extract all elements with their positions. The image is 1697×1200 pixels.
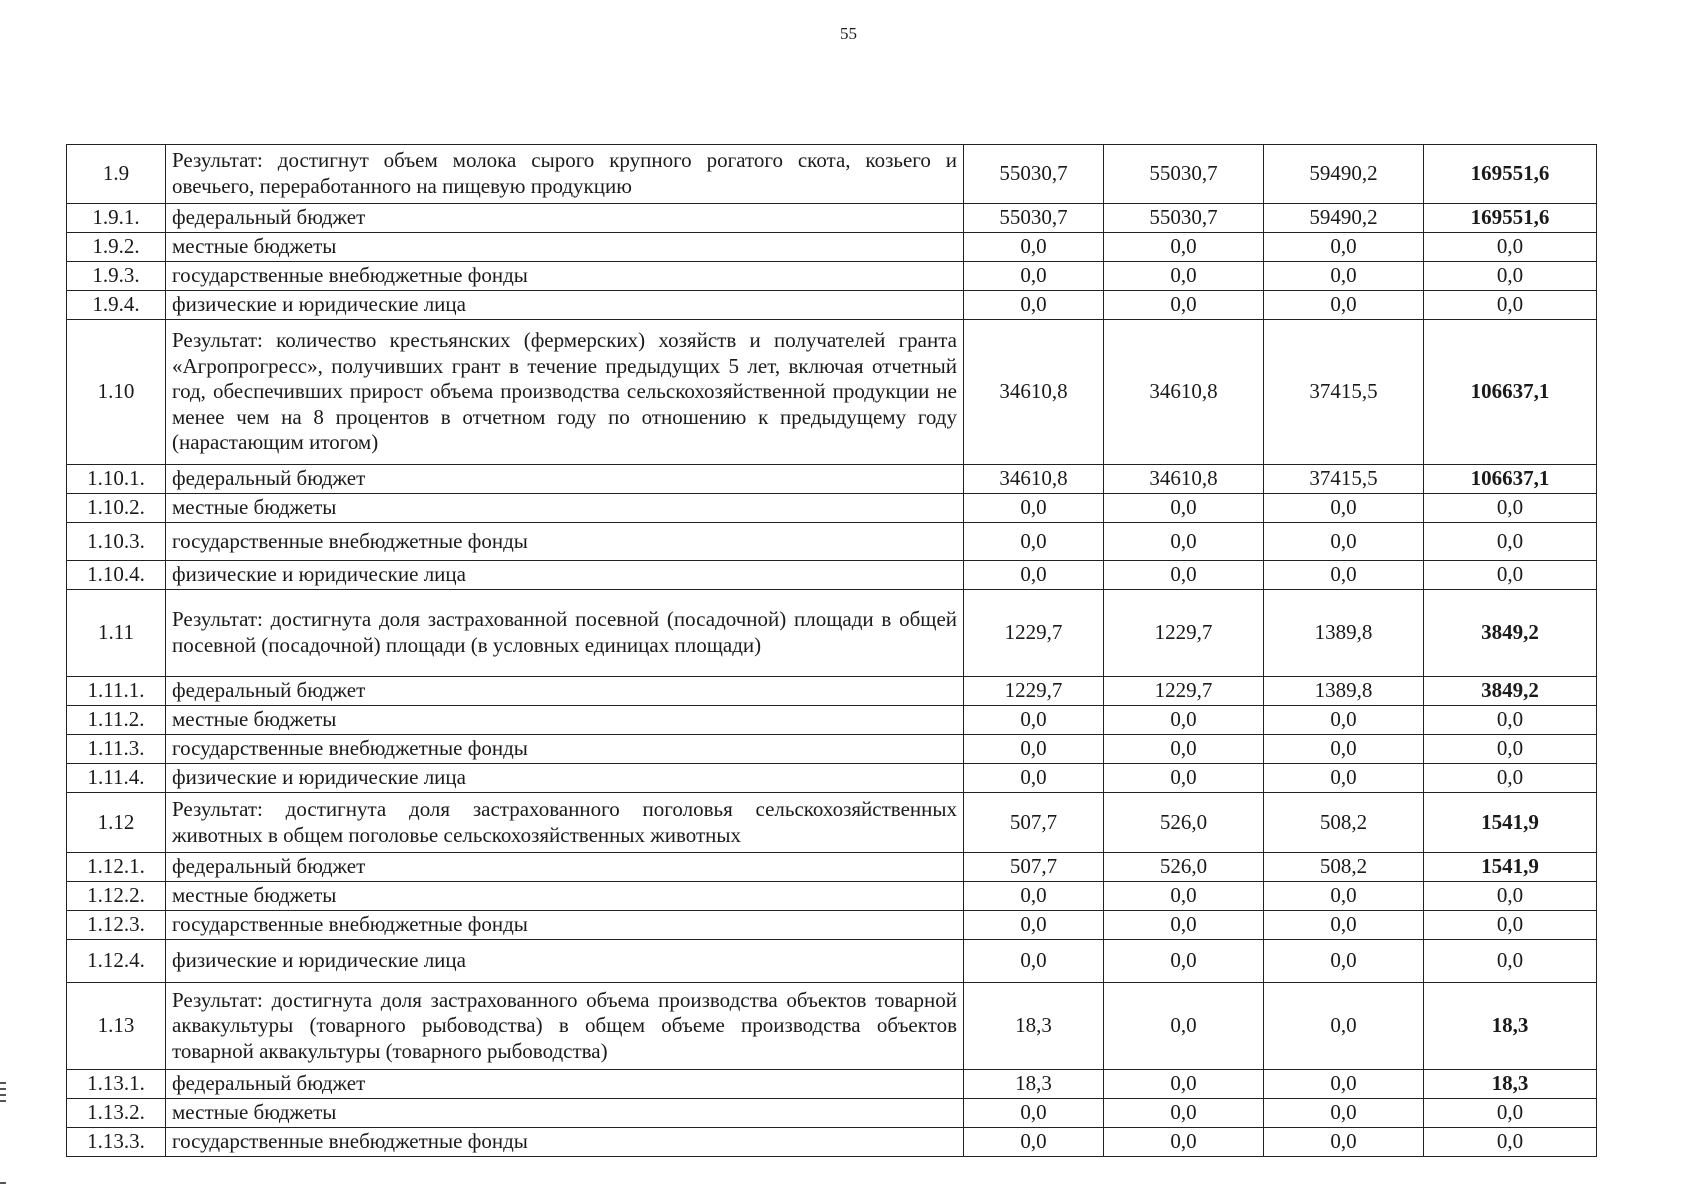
value-year-2: 1229,7 xyxy=(1104,677,1264,706)
value-year-1: 55030,7 xyxy=(964,204,1104,233)
value-year-1: 0,0 xyxy=(964,882,1104,911)
value-total: 0,0 xyxy=(1424,1128,1597,1157)
value-year-1: 0,0 xyxy=(964,1128,1104,1157)
value-year-2: 0,0 xyxy=(1104,1070,1264,1099)
value-year-3: 1389,8 xyxy=(1264,590,1424,677)
row-description: физические и юридические лица xyxy=(166,561,964,590)
value-year-2: 0,0 xyxy=(1104,523,1264,561)
value-year-1: 34610,8 xyxy=(964,465,1104,494)
row-description: государственные внебюджетные фонды xyxy=(166,911,964,940)
table-row xyxy=(67,204,1597,233)
row-code: 1.13 xyxy=(67,983,166,1070)
row-code: 1.10.1. xyxy=(67,465,166,494)
row-code: 1.12.4. xyxy=(67,940,166,983)
row-code: 1.13.2. xyxy=(67,1099,166,1128)
value-year-1: 0,0 xyxy=(964,561,1104,590)
value-year-1: 18,3 xyxy=(964,1070,1104,1099)
row-description: государственные внебюджетные фонды xyxy=(166,262,964,291)
table-row xyxy=(67,911,1597,940)
value-total: 0,0 xyxy=(1424,523,1597,561)
row-code: 1.10 xyxy=(67,320,166,465)
table-row xyxy=(67,940,1597,983)
row-code: 1.11.1. xyxy=(67,677,166,706)
row-description: федеральный бюджет xyxy=(166,204,964,233)
value-year-1: 0,0 xyxy=(964,291,1104,320)
value-year-2: 0,0 xyxy=(1104,706,1264,735)
row-code: 1.9.1. xyxy=(67,204,166,233)
table-row xyxy=(67,262,1597,291)
value-year-3: 0,0 xyxy=(1264,523,1424,561)
row-description: федеральный бюджет xyxy=(166,677,964,706)
table-row xyxy=(67,764,1597,793)
scan-margin-dot xyxy=(0,1182,6,1184)
table-row xyxy=(67,465,1597,494)
row-code: 1.12.2. xyxy=(67,882,166,911)
row-code: 1.9.4. xyxy=(67,291,166,320)
value-total: 0,0 xyxy=(1424,233,1597,262)
value-year-3: 0,0 xyxy=(1264,561,1424,590)
value-year-3: 0,0 xyxy=(1264,706,1424,735)
value-total: 0,0 xyxy=(1424,262,1597,291)
value-year-3: 0,0 xyxy=(1264,911,1424,940)
value-year-1: 0,0 xyxy=(964,1099,1104,1128)
row-code: 1.11.2. xyxy=(67,706,166,735)
result-row xyxy=(67,145,1597,204)
value-total: 3849,2 xyxy=(1424,677,1597,706)
scan-margin-mark xyxy=(0,1082,6,1104)
value-year-3: 0,0 xyxy=(1264,291,1424,320)
value-year-3: 0,0 xyxy=(1264,1099,1424,1128)
value-total: 106637,1 xyxy=(1424,320,1597,465)
row-description: Результат: достигнута доля застрахованного объема производства объектов товарной аквакультуры (товарного рыбоводства) в общем объеме производства объектов товарной аквакультуры (товарного рыбоводства) xyxy=(166,983,964,1070)
page-number: 55 xyxy=(840,24,857,43)
value-year-1: 0,0 xyxy=(964,494,1104,523)
value-year-3: 0,0 xyxy=(1264,1128,1424,1157)
value-total: 0,0 xyxy=(1424,291,1597,320)
table-row xyxy=(67,677,1597,706)
table-row xyxy=(67,523,1597,561)
value-total: 18,3 xyxy=(1424,1070,1597,1099)
value-total: 18,3 xyxy=(1424,983,1597,1070)
row-description: местные бюджеты xyxy=(166,706,964,735)
table-row xyxy=(67,882,1597,911)
row-code: 1.12 xyxy=(67,793,166,853)
value-year-2: 0,0 xyxy=(1104,911,1264,940)
value-year-3: 508,2 xyxy=(1264,793,1424,853)
table-row xyxy=(67,494,1597,523)
row-code: 1.12.1. xyxy=(67,853,166,882)
value-year-3: 37415,5 xyxy=(1264,320,1424,465)
table-row xyxy=(67,1070,1597,1099)
row-code: 1.11.3. xyxy=(67,735,166,764)
value-year-1: 1229,7 xyxy=(964,590,1104,677)
value-year-3: 1389,8 xyxy=(1264,677,1424,706)
value-year-1: 0,0 xyxy=(964,262,1104,291)
value-total: 0,0 xyxy=(1424,911,1597,940)
table-body xyxy=(67,145,1597,1157)
value-total: 106637,1 xyxy=(1424,465,1597,494)
value-year-3: 37415,5 xyxy=(1264,465,1424,494)
row-code: 1.9.3. xyxy=(67,262,166,291)
value-year-2: 0,0 xyxy=(1104,735,1264,764)
row-description: физические и юридические лица xyxy=(166,940,964,983)
row-code: 1.12.3. xyxy=(67,911,166,940)
value-year-2: 0,0 xyxy=(1104,1128,1264,1157)
result-row xyxy=(67,320,1597,465)
row-description: Результат: количество крестьянских (фермерских) хозяйств и получателей гранта «Агропрогресс», получивших грант в течение предыдущих 5 лет, включая отчетный год, обеспечивших прирост объема производства сельскохозяйственной продукции не менее чем на 8 процентов в отчетном году по отношению к предыдущему году (нарастающим итогом) xyxy=(166,320,964,465)
table-row xyxy=(67,706,1597,735)
value-year-1: 18,3 xyxy=(964,983,1104,1070)
value-total: 0,0 xyxy=(1424,494,1597,523)
value-year-3: 0,0 xyxy=(1264,262,1424,291)
value-year-3: 59490,2 xyxy=(1264,204,1424,233)
row-description: Результат: достигнута доля застрахованной посевной (посадочной) площади в общей посевной (посадочной) площади (в условных единицах площади) xyxy=(166,590,964,677)
value-total: 0,0 xyxy=(1424,764,1597,793)
table-row xyxy=(67,853,1597,882)
table-row xyxy=(67,233,1597,262)
row-description: государственные внебюджетные фонды xyxy=(166,735,964,764)
row-description: физические и юридические лица xyxy=(166,291,964,320)
row-code: 1.9.2. xyxy=(67,233,166,262)
row-description: физические и юридические лица xyxy=(166,764,964,793)
value-year-1: 0,0 xyxy=(964,940,1104,983)
value-total: 0,0 xyxy=(1424,706,1597,735)
value-year-3: 0,0 xyxy=(1264,882,1424,911)
row-code: 1.13.3. xyxy=(67,1128,166,1157)
value-total: 0,0 xyxy=(1424,1099,1597,1128)
value-year-1: 0,0 xyxy=(964,735,1104,764)
value-year-2: 0,0 xyxy=(1104,262,1264,291)
value-total: 1541,9 xyxy=(1424,793,1597,853)
row-description: федеральный бюджет xyxy=(166,853,964,882)
value-total: 0,0 xyxy=(1424,940,1597,983)
value-year-3: 0,0 xyxy=(1264,1070,1424,1099)
value-year-2: 0,0 xyxy=(1104,1099,1264,1128)
value-total: 3849,2 xyxy=(1424,590,1597,677)
value-total: 169551,6 xyxy=(1424,204,1597,233)
value-year-1: 0,0 xyxy=(964,706,1104,735)
value-year-3: 0,0 xyxy=(1264,233,1424,262)
value-year-1: 0,0 xyxy=(964,911,1104,940)
value-year-2: 0,0 xyxy=(1104,882,1264,911)
value-year-1: 0,0 xyxy=(964,523,1104,561)
value-year-2: 0,0 xyxy=(1104,983,1264,1070)
value-total: 1541,9 xyxy=(1424,853,1597,882)
row-description: Результат: достигнут объем молока сырого крупного рогатого скота, козьего и овечьего, переработанного на пищевую продукцию xyxy=(166,145,964,204)
value-year-2: 0,0 xyxy=(1104,764,1264,793)
table-row xyxy=(67,291,1597,320)
value-total: 0,0 xyxy=(1424,735,1597,764)
value-year-1: 1229,7 xyxy=(964,677,1104,706)
value-year-2: 0,0 xyxy=(1104,291,1264,320)
value-total: 0,0 xyxy=(1424,561,1597,590)
value-year-2: 0,0 xyxy=(1104,940,1264,983)
table-row xyxy=(67,1128,1597,1157)
value-year-3: 59490,2 xyxy=(1264,145,1424,204)
value-year-3: 0,0 xyxy=(1264,735,1424,764)
row-code: 1.10.4. xyxy=(67,561,166,590)
value-year-2: 34610,8 xyxy=(1104,320,1264,465)
value-year-3: 0,0 xyxy=(1264,983,1424,1070)
value-year-3: 0,0 xyxy=(1264,764,1424,793)
value-year-2: 55030,7 xyxy=(1104,204,1264,233)
value-year-2: 34610,8 xyxy=(1104,465,1264,494)
value-year-1: 507,7 xyxy=(964,853,1104,882)
value-year-2: 0,0 xyxy=(1104,233,1264,262)
value-year-2: 55030,7 xyxy=(1104,145,1264,204)
row-description: местные бюджеты xyxy=(166,1099,964,1128)
value-year-1: 0,0 xyxy=(964,764,1104,793)
row-code: 1.10.3. xyxy=(67,523,166,561)
result-row xyxy=(67,793,1597,853)
value-year-2: 0,0 xyxy=(1104,561,1264,590)
budget-table xyxy=(66,144,1597,1157)
row-code: 1.11 xyxy=(67,590,166,677)
table-row xyxy=(67,561,1597,590)
value-total: 0,0 xyxy=(1424,882,1597,911)
value-year-1: 55030,7 xyxy=(964,145,1104,204)
row-code: 1.13.1. xyxy=(67,1070,166,1099)
result-row xyxy=(67,983,1597,1070)
row-code: 1.11.4. xyxy=(67,764,166,793)
value-year-2: 526,0 xyxy=(1104,793,1264,853)
value-year-1: 34610,8 xyxy=(964,320,1104,465)
row-description: местные бюджеты xyxy=(166,233,964,262)
row-description: государственные внебюджетные фонды xyxy=(166,523,964,561)
value-total: 169551,6 xyxy=(1424,145,1597,204)
value-year-2: 0,0 xyxy=(1104,494,1264,523)
value-year-1: 0,0 xyxy=(964,233,1104,262)
value-year-2: 526,0 xyxy=(1104,853,1264,882)
row-description: местные бюджеты xyxy=(166,882,964,911)
table-row xyxy=(67,735,1597,764)
value-year-1: 507,7 xyxy=(964,793,1104,853)
value-year-2: 1229,7 xyxy=(1104,590,1264,677)
row-description: государственные внебюджетные фонды xyxy=(166,1128,964,1157)
row-description: федеральный бюджет xyxy=(166,465,964,494)
row-description: местные бюджеты xyxy=(166,494,964,523)
table-row xyxy=(67,1099,1597,1128)
row-code: 1.9 xyxy=(67,145,166,204)
row-description: федеральный бюджет xyxy=(166,1070,964,1099)
value-year-3: 0,0 xyxy=(1264,494,1424,523)
row-description: Результат: достигнута доля застрахованного поголовья сельскохозяйственных животных в общем поголовье сельскохозяйственных животных xyxy=(166,793,964,853)
value-year-3: 508,2 xyxy=(1264,853,1424,882)
value-year-3: 0,0 xyxy=(1264,940,1424,983)
row-code: 1.10.2. xyxy=(67,494,166,523)
result-row xyxy=(67,590,1597,677)
